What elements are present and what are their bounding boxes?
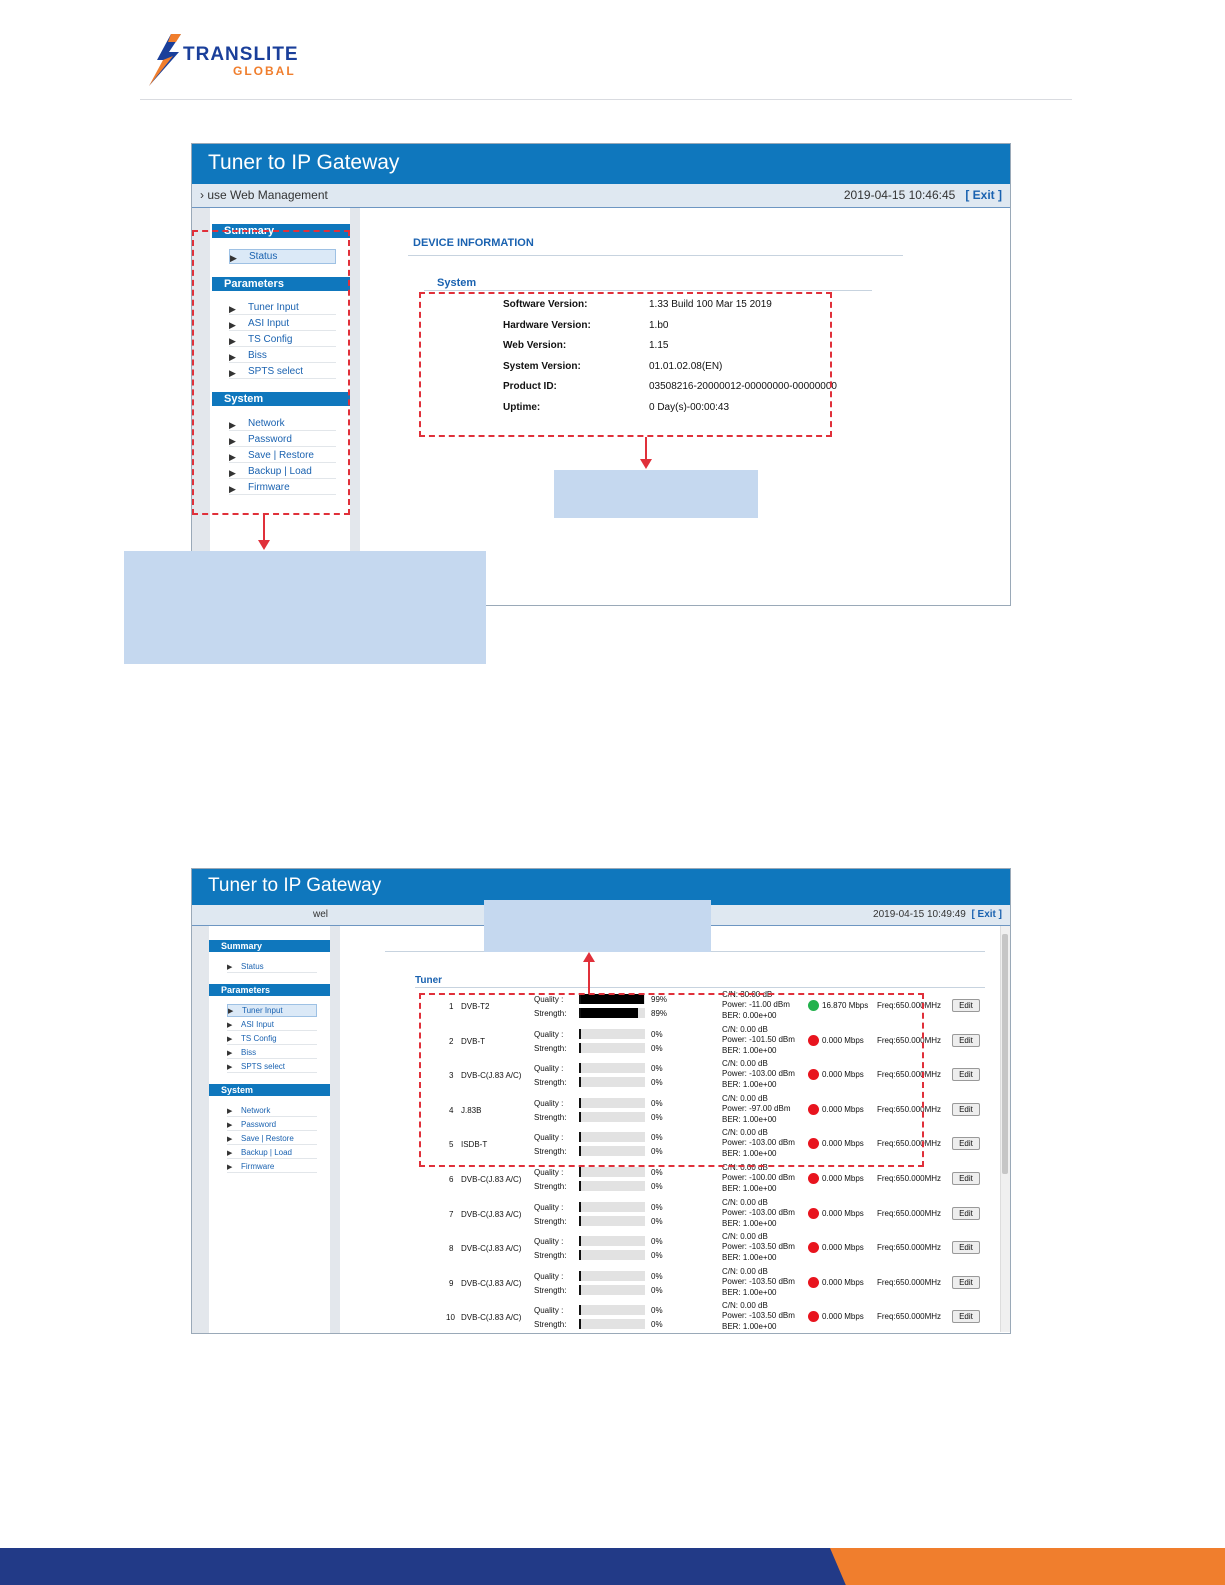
tuner-standard: DVB-C(J.83 A/C)	[461, 1278, 522, 1288]
quality-label: Quality :	[534, 1098, 564, 1108]
power-value: Power: -11.00 dBm	[722, 1000, 790, 1009]
cn-value: C/N: 0.00 dB	[722, 1163, 768, 1172]
menu-item-spts-select[interactable]: ▶ SPTS select	[227, 1061, 317, 1073]
edit-button[interactable]: Edit	[952, 1310, 980, 1323]
cn-value: C/N: 0.00 dB	[722, 1093, 768, 1103]
menu-item-save-restore[interactable]: ▶ Save | Restore	[229, 449, 336, 463]
cn-value: C/N: 0.00 dB	[722, 1024, 768, 1034]
ber-value: BER: 1.00e+00	[722, 1080, 777, 1090]
info-label: Uptime:	[503, 401, 541, 413]
cn-value: C/N: 0.00 dB	[722, 1128, 768, 1138]
frequency-value: Freq:650.000MHz	[877, 1001, 942, 1010]
tuner-number: 5	[449, 1140, 454, 1150]
tuner-number: 10	[446, 1313, 455, 1323]
bitrate-value: 16.870 Mbps	[822, 1001, 869, 1010]
menu-item-password[interactable]: ▶ Password	[229, 433, 336, 447]
menu-section-summary: Summary	[212, 224, 350, 238]
power-value: Power: -103.00 dBm	[722, 1069, 795, 1079]
callout-tuner	[484, 900, 711, 952]
strength-value: 0%	[651, 1112, 663, 1122]
cn-value: C/N: 0.00 dB	[722, 1266, 768, 1276]
power-value: Power: -100.00 dBm	[722, 1173, 795, 1182]
ber-value: BER: 0.00e+00	[722, 1011, 777, 1020]
menu-item-asi-input[interactable]: ▶ ASI Input	[227, 1019, 317, 1031]
tuner-number: 2	[449, 1036, 454, 1046]
quality-label: Quality :	[534, 1064, 564, 1074]
strength-bar	[579, 1319, 645, 1329]
ber-value: BER: 1.00e+00	[722, 1045, 777, 1055]
quality-value: 0%	[651, 1029, 663, 1039]
section-title-tuner: Tuner	[415, 975, 443, 986]
menu-item-tuner-input[interactable]: ▶ Tuner Input	[227, 1004, 317, 1017]
quality-bar	[579, 1271, 645, 1281]
edit-button[interactable]: Edit	[952, 1172, 980, 1185]
cn-value: C/N: 30.00 dB	[722, 990, 773, 999]
bitrate-value: 0.000 Mbps	[822, 1070, 864, 1080]
menu-item-network[interactable]: ▶ Network	[229, 417, 336, 431]
quality-label: Quality :	[534, 995, 564, 1004]
callout-menu	[124, 551, 486, 664]
menu-item-backup-load[interactable]: ▶ Backup | Load	[227, 1147, 317, 1159]
frequency-value: Freq:650.000MHz	[877, 1139, 942, 1149]
annotation-box-tuners	[419, 993, 924, 1167]
strength-value: 0%	[651, 1078, 663, 1088]
brand-name: TRANSLITE	[183, 44, 299, 65]
edit-button[interactable]: Edit	[952, 1137, 980, 1150]
bitrate-value: 0.000 Mbps	[822, 1035, 864, 1045]
tuner-number: 6	[449, 1175, 454, 1184]
annotation-box-info	[419, 292, 832, 437]
strength-bar	[579, 1285, 645, 1295]
quality-value: 0%	[651, 1168, 663, 1177]
info-value: 03508216-20000012-00000000-00000000	[649, 381, 837, 392]
strength-value: 0%	[651, 1216, 663, 1226]
strength-value: 0%	[651, 1147, 663, 1157]
strength-label: Strength:	[534, 1285, 567, 1295]
quality-label: Quality :	[534, 1306, 564, 1316]
menu-item-biss[interactable]: ▶ Biss	[229, 349, 336, 363]
tuner-standard: DVB-T2	[461, 1002, 490, 1011]
menu-item-backup-load[interactable]: ▶ Backup | Load	[229, 465, 336, 479]
edit-button[interactable]: Edit	[952, 1068, 980, 1081]
ber-value: BER: 1.00e+00	[722, 1114, 777, 1124]
strength-bar	[579, 1216, 645, 1226]
info-value: 0 Day(s)-00:00:43	[649, 401, 730, 413]
status-bar	[192, 184, 1010, 207]
bitrate-value: 0.000 Mbps	[822, 1174, 864, 1183]
power-value: Power: -103.00 dBm	[722, 1207, 795, 1217]
ber-value: BER: 1.00e+00	[722, 1322, 777, 1332]
strength-bar	[579, 1181, 645, 1191]
quality-value: 0%	[651, 1098, 663, 1108]
edit-button[interactable]: Edit	[952, 1207, 980, 1220]
bitrate-value: 0.000 Mbps	[822, 1104, 864, 1114]
tuner-number: 3	[449, 1071, 454, 1081]
power-value: Power: -103.00 dBm	[722, 1138, 795, 1148]
edit-button[interactable]: Edit	[952, 1034, 980, 1047]
tuner-standard: DVB-C(J.83 A/C)	[461, 1313, 522, 1323]
quality-value: 0%	[651, 1064, 663, 1074]
menu-section-system: System	[209, 1084, 330, 1096]
arrow-up-icon	[583, 952, 595, 962]
bitrate-value: 0.000 Mbps	[822, 1208, 864, 1218]
strength-value: 0%	[651, 1251, 663, 1261]
tuner-standard: DVB-T	[461, 1036, 485, 1046]
info-value: 01.01.02.08(EN)	[649, 360, 723, 372]
bitrate-value: 0.000 Mbps	[822, 1139, 864, 1149]
info-value: 1.33 Build 100 Mar 15 2019	[649, 299, 772, 310]
frequency-value: Freq:650.000MHz	[877, 1104, 942, 1114]
strength-label: Strength:	[534, 1182, 567, 1191]
menu-item-save-restore[interactable]: ▶ Save | Restore	[227, 1133, 317, 1145]
frequency-value: Freq:650.000MHz	[877, 1070, 942, 1080]
cn-value: C/N: 0.00 dB	[722, 1197, 768, 1207]
app-title: Tuner to IP Gateway	[208, 151, 400, 174]
tuner-number: 8	[449, 1244, 454, 1254]
quality-value: 99%	[651, 995, 668, 1004]
footer-accent	[830, 1548, 1225, 1585]
menu-item-spts-select[interactable]: ▶ SPTS select	[229, 365, 336, 379]
quality-label: Quality :	[534, 1237, 564, 1247]
tuner-number: 1	[449, 1002, 454, 1011]
section-title-system: System	[437, 277, 477, 289]
menu-item-status[interactable]: ▶ Status	[229, 249, 336, 264]
strength-value: 89%	[651, 1009, 668, 1018]
strength-value: 0%	[651, 1182, 663, 1191]
menu-item-biss[interactable]: ▶ Biss	[227, 1047, 317, 1059]
welcome-text: › use Web Management	[200, 188, 328, 202]
ber-value: BER: 1.00e+00	[722, 1218, 777, 1228]
menu-section-parameters: Parameters	[209, 984, 330, 996]
callout-info	[554, 470, 758, 518]
quality-value: 0%	[651, 1133, 663, 1143]
edit-button[interactable]: Edit	[952, 1241, 980, 1254]
menu-item-firmware[interactable]: ▶ Firmware	[227, 1161, 317, 1173]
frequency-value: Freq:650.000MHz	[877, 1035, 942, 1045]
status-dot-icon	[808, 1311, 819, 1322]
menu-item-asi-input[interactable]: ▶ ASI Input	[229, 317, 336, 331]
quality-bar	[579, 1236, 645, 1246]
menu-item-ts-config[interactable]: ▶ TS Config	[229, 333, 336, 347]
strength-value: 0%	[651, 1285, 663, 1295]
brand-logo	[143, 30, 358, 90]
tuner-standard: DVB-C(J.83 A/C)	[461, 1071, 522, 1081]
quality-value: 0%	[651, 1237, 663, 1247]
tuner-standard: DVB-C(J.83 A/C)	[461, 1244, 522, 1254]
page-heading: DEVICE INFORMATION	[413, 237, 534, 249]
power-value: Power: -103.50 dBm	[722, 1276, 795, 1286]
frequency-value: Freq:650.000MHz	[877, 1208, 942, 1218]
info-label: Software Version:	[503, 299, 588, 310]
cn-value: C/N: 0.00 dB	[722, 1301, 768, 1311]
status-dot-icon	[808, 1173, 819, 1184]
ber-value: BER: 1.00e+00	[722, 1184, 777, 1193]
annotation-box-menu	[192, 230, 350, 515]
app-titlebar	[192, 144, 1010, 184]
quality-label: Quality :	[534, 1133, 564, 1143]
power-value: Power: -101.50 dBm	[722, 1034, 795, 1044]
power-value: Power: -103.50 dBm	[722, 1311, 795, 1321]
cn-value: C/N: 0.00 dB	[722, 1232, 768, 1242]
quality-label: Quality :	[534, 1271, 564, 1281]
bitrate-value: 0.000 Mbps	[822, 1312, 864, 1322]
frequency-value: Freq:650.000MHz	[877, 1174, 942, 1183]
strength-value: 0%	[651, 1320, 663, 1330]
scrollbar-thumb[interactable]	[1002, 934, 1008, 1174]
menu-section-summary: Summary	[209, 940, 330, 952]
strength-label: Strength:	[534, 1078, 567, 1088]
strength-label: Strength:	[534, 1320, 567, 1330]
strength-label: Strength:	[534, 1216, 567, 1226]
strength-label: Strength:	[534, 1112, 567, 1122]
ber-value: BER: 1.00e+00	[722, 1149, 777, 1159]
header-divider	[140, 99, 1072, 100]
info-label: System Version:	[503, 360, 581, 372]
menu-item-password[interactable]: ▶ Password	[227, 1119, 317, 1131]
menu-section-parameters: Parameters	[212, 277, 350, 291]
tuner-standard: J.83B	[461, 1105, 482, 1115]
info-label: Hardware Version:	[503, 319, 591, 331]
menu-item-firmware[interactable]: ▶ Firmware	[229, 481, 336, 495]
info-label: Web Version:	[503, 340, 567, 351]
arrow-down-icon	[258, 540, 270, 550]
ber-value: BER: 1.00e+00	[722, 1253, 777, 1263]
tuner-standard: DVB-C(J.83 A/C)	[461, 1175, 522, 1184]
tuner-standard: DVB-C(J.83 A/C)	[461, 1209, 522, 1219]
tuner-number: 4	[449, 1105, 454, 1115]
strength-bar	[579, 1250, 645, 1260]
frequency-value: Freq:650.000MHz	[877, 1312, 942, 1322]
quality-value: 0%	[651, 1306, 663, 1316]
power-value: Power: -103.50 dBm	[722, 1242, 795, 1252]
info-value: 1.b0	[649, 319, 669, 331]
quality-bar	[579, 1202, 645, 1212]
quality-value: 0%	[651, 1271, 663, 1281]
tuner-number: 9	[449, 1278, 454, 1288]
menu-item-ts-config[interactable]: ▶ TS Config	[227, 1033, 317, 1045]
tuner-standard: ISDB-T	[461, 1140, 488, 1150]
strength-label: Strength:	[534, 1147, 567, 1157]
quality-label: Quality :	[534, 1202, 564, 1212]
edit-button[interactable]: Edit	[952, 1103, 980, 1116]
edit-button[interactable]: Edit	[952, 999, 980, 1012]
menu-item-status[interactable]: ▶ Status	[227, 961, 317, 973]
bitrate-value: 0.000 Mbps	[822, 1243, 864, 1253]
frequency-value: Freq:650.000MHz	[877, 1277, 942, 1287]
datetime: 2019-04-15 10:49:49	[873, 909, 966, 920]
exit-link[interactable]: [ Exit ]	[971, 909, 1002, 920]
frequency-value: Freq:650.000MHz	[877, 1243, 942, 1253]
arrow-down-icon	[640, 459, 652, 469]
datetime: 2019-04-15 10:46:45	[843, 188, 956, 202]
menu-item-tuner-input[interactable]: ▶ Tuner Input	[229, 301, 336, 315]
strength-value: 0%	[651, 1043, 663, 1053]
edit-button[interactable]: Edit	[952, 1276, 980, 1289]
strength-label: Strength:	[534, 1043, 567, 1053]
status-dot-icon	[808, 1242, 819, 1253]
status-dot-icon	[808, 1208, 819, 1219]
menu-section-system: System	[212, 392, 350, 406]
tuner-number: 7	[449, 1209, 454, 1219]
brand-subname: GLOBAL	[233, 64, 296, 78]
menu-item-network[interactable]: ▶ Network	[227, 1105, 317, 1117]
quality-bar	[579, 1167, 645, 1177]
app-title: Tuner to IP Gateway	[208, 875, 382, 896]
strength-label: Strength:	[534, 1251, 567, 1261]
power-value: Power: -97.00 dBm	[722, 1103, 791, 1113]
status-dot-icon	[808, 1277, 819, 1288]
exit-link[interactable]: [ Exit ]	[965, 188, 1002, 202]
info-label: Product ID:	[503, 381, 557, 392]
info-value: 1.15	[649, 340, 669, 351]
bitrate-value: 0.000 Mbps	[822, 1277, 864, 1287]
quality-label: Quality :	[534, 1029, 564, 1039]
welcome-text: wel	[313, 909, 329, 920]
quality-label: Quality :	[534, 1168, 564, 1177]
cn-value: C/N: 0.00 dB	[722, 1059, 768, 1069]
ber-value: BER: 1.00e+00	[722, 1287, 777, 1297]
quality-bar	[579, 1305, 645, 1315]
scrollbar[interactable]	[1000, 926, 1010, 1332]
quality-value: 0%	[651, 1202, 663, 1212]
strength-label: Strength:	[534, 1009, 567, 1018]
triangle-icon: ▶	[230, 253, 237, 263]
